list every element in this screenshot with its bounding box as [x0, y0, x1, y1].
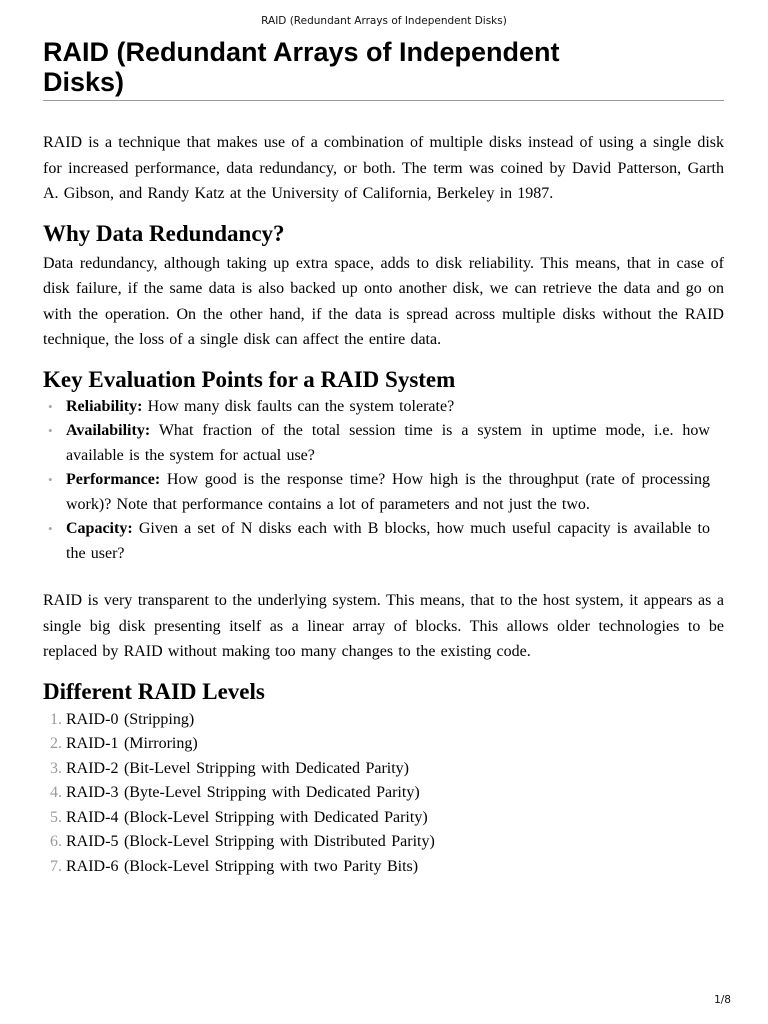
key-points-list — [43, 395, 724, 567]
list-item-text: How many disk faults can the system tolerate? — [147, 397, 455, 415]
bullet-icon: • — [48, 472, 53, 487]
list-item-text: What fraction of the total session time is a system in uptime mode, i.e. how available is the system for actual use? — [66, 422, 710, 464]
list-item-text: RAID-2 (Bit-Level Stripping with Dedicated Parity) — [66, 759, 409, 777]
why-redundancy-paragraph: Data redundancy, although taking up extra space, adds to disk reliability. This means, that in case of disk failure, if the same data is also backed up onto another disk, we can retrieve the data and go on with the operation. On the other hand, if the data is spread across multiple disks without the RAID technique, the loss of a single disk can affect the entire data. — [43, 254, 724, 348]
list-item-text: Given a set of N disks each with B blocks, how much useful capacity is available to the user? — [66, 520, 711, 562]
bullet-icon: • — [48, 398, 53, 414]
list-item-text: RAID-4 (Block-Level Stripping with Dedicated Parity) — [66, 808, 428, 826]
list-item-raid-2 — [43, 757, 724, 782]
transparency-paragraph: RAID is very transparent to the underlying system. This means, that to the host system, it appears as a single big disk presenting itself as a linear array of blocks. This allows older technologies to be replaced by RAID without making too many changes to the existing code. — [43, 592, 724, 660]
page-title-text: RAID (Redundant Arrays of Independent Disks) — [43, 37, 560, 97]
list-item-term: Reliability: — [66, 397, 143, 415]
list-number: 3. — [50, 759, 62, 777]
section-heading-key-evaluation: Key Evaluation Points for a RAID System — [43, 366, 456, 392]
list-number: 7. — [50, 858, 62, 876]
page-number: 1/8 — [714, 994, 731, 1006]
bullet-icon: • — [48, 423, 53, 438]
running-header: RAID (Redundant Arrays of Independent Disks) — [261, 15, 507, 27]
raid-levels-list — [43, 708, 724, 880]
list-item-capacity — [43, 517, 724, 566]
list-item-raid-4 — [43, 806, 724, 831]
list-number: 1. — [50, 710, 62, 728]
list-item-raid-0 — [43, 708, 724, 733]
list-item-text: How good is the response time? How high is the throughput (rate of processing work)? Note that performance contains a lot of parameters and not just the two. — [66, 471, 710, 513]
list-item-performance — [43, 468, 724, 517]
bullet-icon: • — [48, 521, 53, 536]
list-number: 5. — [50, 808, 62, 826]
list-item-text: RAID-0 (Stripping) — [66, 710, 195, 728]
list-number: 4. — [50, 784, 62, 802]
section-heading-raid-levels: Different RAID Levels — [43, 678, 265, 704]
list-item-text: RAID-5 (Block-Level Stripping with Distributed Parity) — [66, 833, 435, 851]
document-body — [43, 37, 724, 880]
section-heading-why-redundancy: Why Data Redundancy? — [43, 220, 285, 246]
intro-paragraph: RAID is a technique that makes use of a combination of multiple disks instead of using a single disk for increased performance, data redundancy, or both. The term was coined by David Patterson, Garth A. Gibson, and Randy Katz at the University of California, Berkeley in 1987. — [43, 134, 724, 202]
list-number: 6. — [50, 833, 62, 851]
list-item-term: Capacity: — [66, 520, 133, 537]
list-item-text: RAID-1 (Mirroring) — [66, 735, 198, 753]
list-item-term: Availability: — [66, 422, 151, 439]
list-item-term: Performance: — [66, 471, 161, 488]
page-title — [43, 37, 724, 101]
list-number: 2. — [50, 735, 62, 753]
list-item-text: RAID-3 (Byte-Level Stripping with Dedicated Parity) — [66, 784, 420, 802]
list-item-raid-5 — [43, 830, 724, 855]
list-item-availability — [43, 419, 724, 468]
list-item-reliability — [43, 395, 724, 420]
list-item-text: RAID-6 (Block-Level Stripping with two Parity Bits) — [66, 858, 419, 876]
list-item-raid-3 — [43, 781, 724, 806]
list-item-raid-6 — [43, 855, 724, 880]
list-item-raid-1 — [43, 732, 724, 757]
